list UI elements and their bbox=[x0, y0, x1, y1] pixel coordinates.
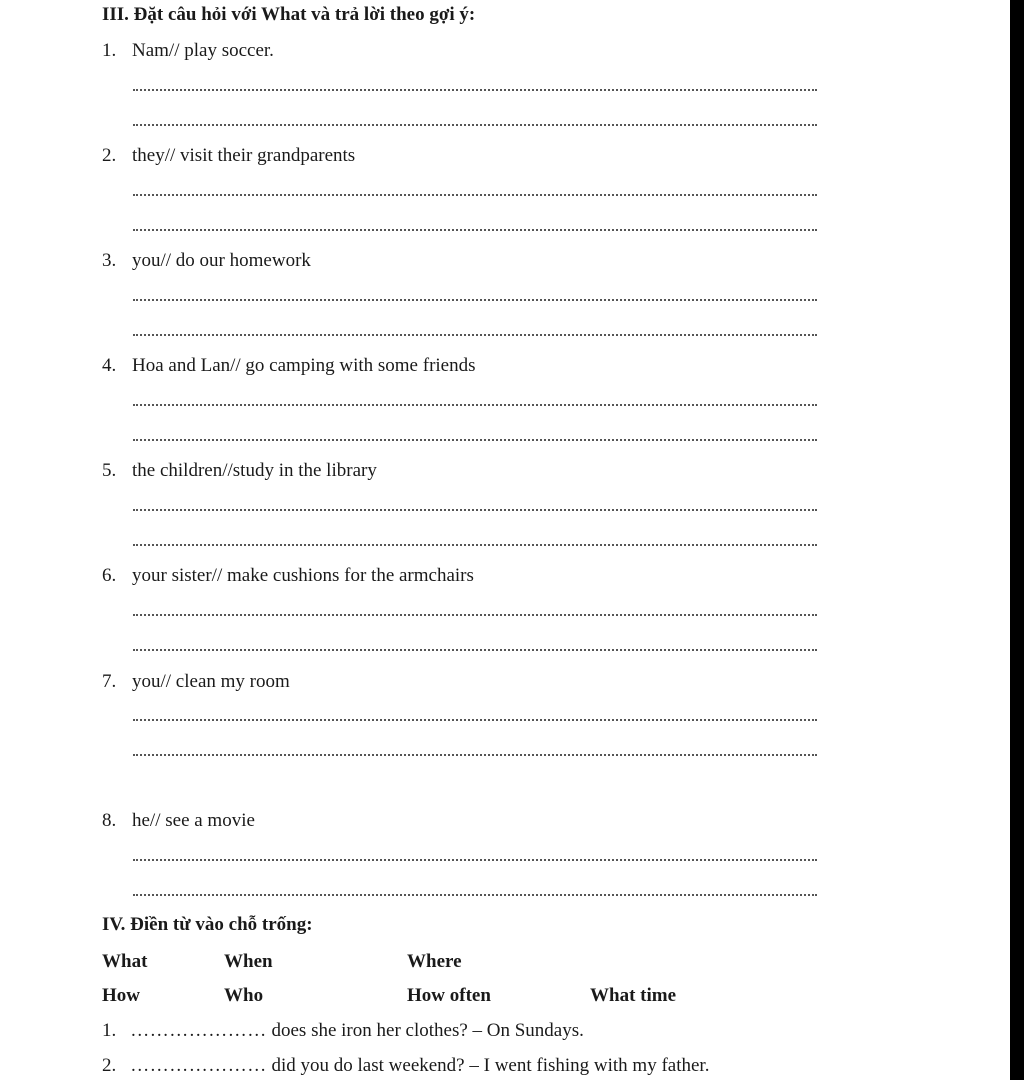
fill-in-item bbox=[102, 1055, 709, 1077]
item-prompt: your sister// make cushions for the armchairs bbox=[132, 565, 474, 586]
item-number: 1. bbox=[102, 40, 117, 61]
word-bank-item: When bbox=[224, 951, 273, 972]
answer-line[interactable] bbox=[133, 614, 817, 616]
word-bank-item: How bbox=[102, 985, 140, 1006]
item-prompt: you// clean my room bbox=[132, 671, 290, 692]
fill-in-item bbox=[102, 1020, 584, 1042]
answer-line[interactable] bbox=[133, 859, 817, 861]
answer-line[interactable] bbox=[133, 404, 817, 406]
answer-line[interactable] bbox=[133, 649, 817, 651]
answer-line[interactable] bbox=[133, 334, 817, 336]
item-number: 5. bbox=[102, 460, 117, 481]
answer-line[interactable] bbox=[133, 229, 817, 231]
answer-line[interactable] bbox=[133, 894, 817, 896]
item-number: 7. bbox=[102, 671, 117, 692]
word-bank-item: What bbox=[102, 951, 148, 972]
item-number: 6. bbox=[102, 565, 117, 586]
answer-line[interactable] bbox=[133, 299, 817, 301]
answer-line[interactable] bbox=[133, 439, 817, 441]
answer-line[interactable] bbox=[133, 719, 817, 721]
item-prompt: they// visit their grandparents bbox=[132, 145, 356, 166]
fill-sentence: did you do last weekend? – I went fishing with my father. bbox=[271, 1055, 710, 1076]
item-number: 1. bbox=[102, 1020, 117, 1041]
item-number: 4. bbox=[102, 355, 117, 376]
word-bank-item: What time bbox=[590, 985, 677, 1006]
item-number: 8. bbox=[102, 810, 117, 831]
answer-line[interactable] bbox=[133, 754, 817, 756]
answer-line[interactable] bbox=[133, 544, 817, 546]
word-bank-item: How often bbox=[407, 985, 491, 1006]
fill-blank[interactable]: ………………… bbox=[130, 1020, 267, 1041]
fill-sentence: does she iron her clothes? – On Sundays. bbox=[271, 1020, 584, 1041]
item-prompt: Hoa and Lan// go camping with some friends bbox=[132, 355, 476, 376]
fill-blank[interactable]: ………………… bbox=[130, 1055, 267, 1076]
answer-line[interactable] bbox=[133, 194, 817, 196]
word-bank-item: Where bbox=[407, 951, 462, 972]
item-prompt: the children//study in the library bbox=[132, 460, 377, 481]
section-3-title: III. Đặt câu hỏi với What và trả lời theo gợi ý: bbox=[102, 4, 476, 25]
section-4-title: IV. Điền từ vào chỗ trống: bbox=[102, 914, 313, 935]
item-prompt: you// do our homework bbox=[132, 250, 311, 271]
item-number: 3. bbox=[102, 250, 117, 271]
item-number: 2. bbox=[102, 145, 117, 166]
item-number: 2. bbox=[102, 1055, 117, 1076]
answer-line[interactable] bbox=[133, 509, 817, 511]
item-prompt: Nam// play soccer. bbox=[132, 40, 274, 61]
item-prompt: he// see a movie bbox=[132, 810, 255, 831]
word-bank-item: Who bbox=[224, 985, 264, 1006]
answer-line[interactable] bbox=[133, 124, 817, 126]
answer-line[interactable] bbox=[133, 89, 817, 91]
